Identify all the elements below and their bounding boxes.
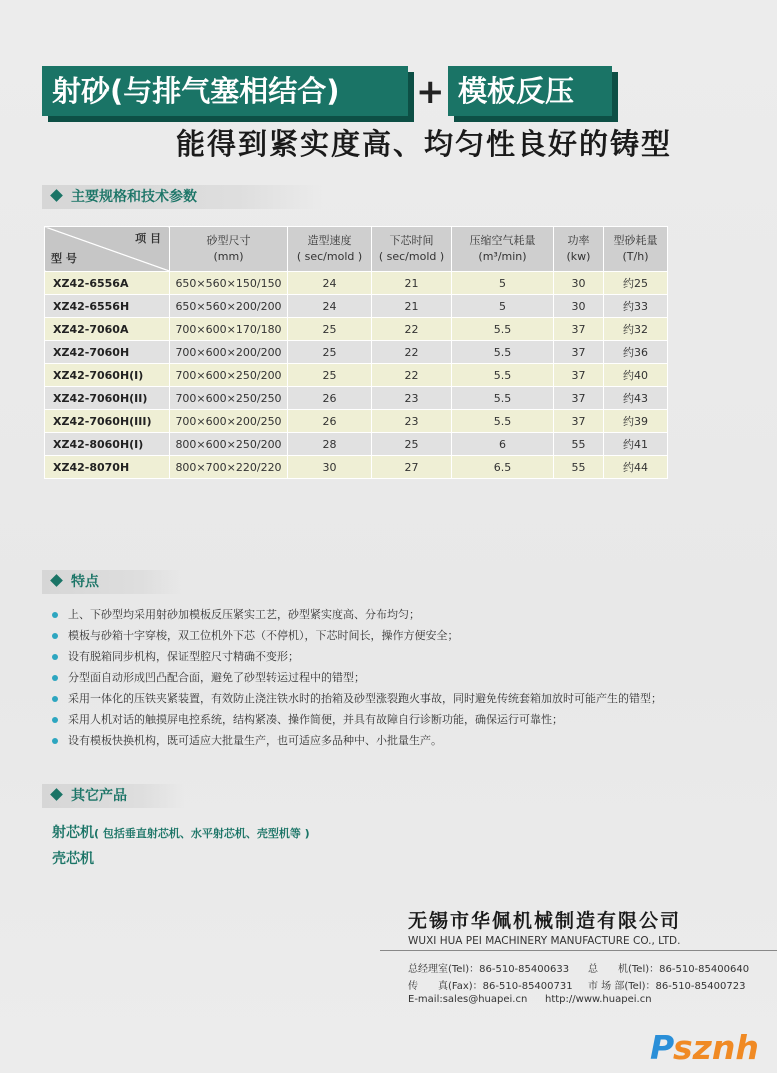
title-left-text: 射砂(与排气塞相结合) <box>52 74 340 108</box>
table-cell: 21 <box>372 272 452 295</box>
table-cell: 23 <box>372 410 452 433</box>
table-cell: 24 <box>288 272 372 295</box>
table-row <box>45 272 668 295</box>
header-line1: 功率 <box>567 234 590 247</box>
table-cell: 5.5 <box>452 364 554 387</box>
contact-website: http://www.huapei.cn <box>545 994 652 1005</box>
header-line2: (kw) <box>566 250 591 263</box>
table-cell: 27 <box>372 456 452 479</box>
table-cell: 5.5 <box>452 410 554 433</box>
header-line2: (mm) <box>213 250 244 263</box>
table-cell: 650×560×150/150 <box>170 272 288 295</box>
bullet-icon <box>52 675 58 681</box>
header-cell <box>372 227 452 272</box>
table-cell: 6 <box>452 433 554 456</box>
table-cell: 30 <box>288 456 372 479</box>
table-cell: 24 <box>288 295 372 318</box>
table-cell: 700×600×200/200 <box>170 341 288 364</box>
table-cell: 21 <box>372 295 452 318</box>
table-cell: 650×560×200/200 <box>170 295 288 318</box>
company-name-cn: 无锡市华佩机械制造有限公司 <box>408 910 682 932</box>
contact-market: 市 场 部(Tel)：86-510-85400723 <box>588 981 746 992</box>
table-cell: 37 <box>554 341 604 364</box>
header-line1: 压缩空气耗量 <box>469 234 536 247</box>
list-item <box>52 730 662 751</box>
table-cell: 26 <box>288 387 372 410</box>
feature-text: 模板与砂箱十字穿梭，双工位机外下芯（不停机），下芯时间长，操作方便安全； <box>68 629 459 642</box>
header-line1: 砂型尺寸 <box>206 234 251 247</box>
header-cell <box>554 227 604 272</box>
divider <box>380 950 777 951</box>
list-item <box>52 625 662 646</box>
table-cell: 37 <box>554 387 604 410</box>
model-cell: XZ42-7060H(II) <box>45 387 170 410</box>
table-cell: 25 <box>288 318 372 341</box>
table-cell: 5.5 <box>452 318 554 341</box>
corner-model-label: 型 号 <box>51 252 77 265</box>
feature-text: 设有模板快换机构，既可适应大批量生产，也可适应多品种中、小批量生产。 <box>68 734 442 747</box>
header-line1: 型砂耗量 <box>613 234 658 247</box>
title-right-text: 模板反压 <box>458 74 575 108</box>
watermark-logo <box>650 1028 759 1067</box>
list-item <box>52 688 662 709</box>
bullet-icon <box>52 612 58 618</box>
table-cell: 37 <box>554 364 604 387</box>
table-row <box>45 410 668 433</box>
bullet-icon <box>52 696 58 702</box>
model-cell: XZ42-7060H(III) <box>45 410 170 433</box>
title-right-banner <box>448 66 612 116</box>
model-cell: XZ42-7060H(I) <box>45 364 170 387</box>
feature-text: 采用人机对话的触摸屏电控系统，结构紧凑、操作简便，并具有故障自行诊断功能，确保运行可靠性； <box>68 713 563 726</box>
bullet-icon <box>52 633 58 639</box>
table-cell: 22 <box>372 318 452 341</box>
model-cell: XZ42-7060A <box>45 318 170 341</box>
table-corner-cell <box>45 227 170 272</box>
header-cell <box>604 227 668 272</box>
table-cell: 23 <box>372 387 452 410</box>
feature-text: 采用一体化的压铁夹紧装置，有效防止浇注铁水时的抬箱及砂型涨裂跑火事故，同时避免传统套箱加放时可能产生的错型； <box>68 692 662 705</box>
table-cell: 30 <box>554 272 604 295</box>
model-cell: XZ42-8070H <box>45 456 170 479</box>
table-row <box>45 387 668 410</box>
table-cell: 约43 <box>604 387 668 410</box>
company-name-en: WUXI HUA PEI MACHINERY MANUFACTURE CO., LTD. <box>408 935 681 947</box>
subtitle: 能得到紧实度高、均匀性良好的铸型 <box>176 127 673 161</box>
section-other-header <box>42 784 184 808</box>
table-cell: 6.5 <box>452 456 554 479</box>
table-cell: 22 <box>372 364 452 387</box>
table-cell: 22 <box>372 341 452 364</box>
product-note: ( 包括垂直射芯机、水平射芯机、壳型机等 ) <box>94 827 310 840</box>
model-cell: XZ42-7060H <box>45 341 170 364</box>
feature-text: 设有脱箱同步机构，保证型腔尺寸精确不变形； <box>68 650 299 663</box>
table-cell: 700×600×250/250 <box>170 387 288 410</box>
table-row <box>45 341 668 364</box>
section-specs-header <box>42 185 322 209</box>
product-core-shooter <box>52 822 310 842</box>
table-row <box>45 364 668 387</box>
table-cell: 37 <box>554 318 604 341</box>
table-body <box>45 272 668 479</box>
table-cell: 28 <box>288 433 372 456</box>
watermark-p: P <box>650 1028 674 1067</box>
table-cell: 约40 <box>604 364 668 387</box>
contact-email: E-mail:sales@huapei.cn <box>408 994 528 1005</box>
table-cell: 700×600×170/180 <box>170 318 288 341</box>
table-cell: 约36 <box>604 341 668 364</box>
section-other-label: 其它产品 <box>71 788 127 804</box>
header-cell <box>288 227 372 272</box>
title-plus: + <box>416 72 445 112</box>
corner-item-label: 项 目 <box>135 232 161 245</box>
header-cell <box>452 227 554 272</box>
table-cell: 约33 <box>604 295 668 318</box>
header-cell <box>170 227 288 272</box>
table-cell: 5.5 <box>452 341 554 364</box>
table-cell: 25 <box>288 341 372 364</box>
product-shell-core <box>52 848 94 868</box>
table-row <box>45 456 668 479</box>
watermark-rest: sznh <box>673 1028 759 1067</box>
header-line2: ( sec/mold ) <box>378 250 445 263</box>
list-item <box>52 646 662 667</box>
model-cell: XZ42-8060H(I) <box>45 433 170 456</box>
table-cell: 约25 <box>604 272 668 295</box>
table-row <box>45 433 668 456</box>
table-cell: 5 <box>452 272 554 295</box>
bullet-icon <box>52 717 58 723</box>
table-cell: 25 <box>372 433 452 456</box>
header-line1: 造型速度 <box>307 234 352 247</box>
list-item <box>52 604 662 625</box>
feature-list <box>52 604 662 751</box>
feature-text: 分型面自动形成凹凸配合面，避免了砂型转运过程中的错型； <box>68 671 365 684</box>
bullet-icon <box>52 738 58 744</box>
table-cell: 55 <box>554 433 604 456</box>
diamond-icon <box>50 788 63 801</box>
feature-text: 上、下砂型均采用射砂加模板反压紧实工艺，砂型紧实度高、分布均匀； <box>68 608 420 621</box>
header-line2: ( sec/mold ) <box>296 250 363 263</box>
table-cell: 700×600×250/200 <box>170 364 288 387</box>
table-header-row <box>45 227 668 272</box>
table-cell: 约41 <box>604 433 668 456</box>
table-cell: 800×700×220/220 <box>170 456 288 479</box>
diamond-icon <box>50 574 63 587</box>
list-item <box>52 709 662 730</box>
table-row <box>45 295 668 318</box>
section-features-header <box>42 570 184 594</box>
product-name: 壳芯机 <box>52 851 94 867</box>
model-cell: XZ42-6556H <box>45 295 170 318</box>
header-line1: 下芯时间 <box>389 234 434 247</box>
contact-switchboard: 总 机(Tel)：86-510-85400640 <box>588 964 750 975</box>
spec-table <box>44 226 668 479</box>
section-features-label: 特点 <box>71 574 99 590</box>
product-name: 射芯机 <box>52 825 94 841</box>
diamond-icon <box>50 189 63 202</box>
bullet-icon <box>52 654 58 660</box>
header-line2: (T/h) <box>622 250 649 263</box>
table-cell: 700×600×200/250 <box>170 410 288 433</box>
header-line2: (m³/min) <box>478 250 527 263</box>
table-cell: 55 <box>554 456 604 479</box>
table-cell: 26 <box>288 410 372 433</box>
table-cell: 约32 <box>604 318 668 341</box>
table-cell: 约39 <box>604 410 668 433</box>
table-cell: 800×600×250/200 <box>170 433 288 456</box>
contact-fax: 传 真(Fax)：86-510-85400731 <box>408 981 573 992</box>
table-cell: 37 <box>554 410 604 433</box>
table-cell: 25 <box>288 364 372 387</box>
table-row <box>45 318 668 341</box>
section-specs-label: 主要规格和技术参数 <box>71 189 197 205</box>
table-cell: 5 <box>452 295 554 318</box>
table-cell: 5.5 <box>452 387 554 410</box>
table-cell: 30 <box>554 295 604 318</box>
list-item <box>52 667 662 688</box>
table-cell: 约44 <box>604 456 668 479</box>
model-cell: XZ42-6556A <box>45 272 170 295</box>
contact-gm: 总经理室(Tel)：86-510-85400633 <box>408 964 570 975</box>
title-left-banner <box>42 66 408 116</box>
